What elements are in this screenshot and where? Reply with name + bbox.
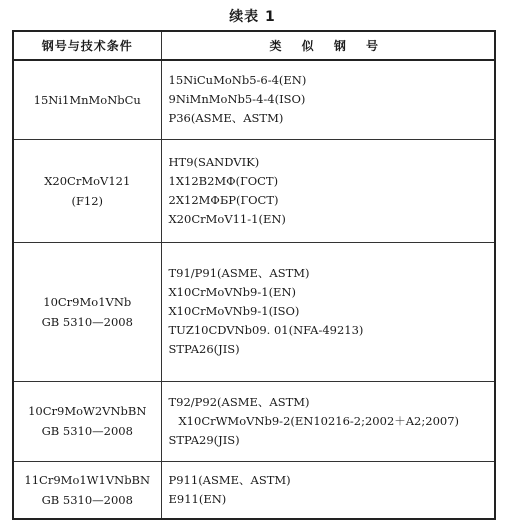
steel-grade-table	[12, 30, 496, 520]
similar-grade: 9NiMnMoNb5-4-4(ISO)	[168, 92, 306, 107]
table-row	[13, 461, 495, 519]
similar-grade: T91/P91(ASME、ASTM)	[168, 266, 310, 280]
table-row	[13, 60, 495, 139]
similar-grade: X20CrMoV11-1(EN)	[168, 211, 286, 226]
grade-standard: (F12)	[71, 193, 104, 208]
similar-grade: HT9(SANDVIK)	[168, 154, 260, 169]
grade-standard: GB 5310—2008	[41, 314, 133, 329]
grade-cell	[13, 461, 161, 519]
similar-grade: 15NiCuMoNb5-6-4(EN)	[168, 73, 307, 88]
similar-grade: 2X12MΦБP(ГОСТ)	[168, 192, 279, 207]
similar-grade: STPA26(JIS)	[168, 342, 240, 356]
table-caption: 续表 1	[229, 9, 276, 25]
table-header-row	[13, 31, 495, 60]
similar-grade: T92/P92(ASME、ASTM)	[168, 394, 310, 409]
similar-grade: P36(ASME、ASTM)	[168, 111, 284, 126]
grade-name: 10Cr9Mo1VNb	[43, 294, 132, 309]
table-row	[13, 381, 495, 461]
similar-grade: X10CrWMoVNb9-2(EN10216-2;2002＋A2;2007)	[178, 413, 460, 428]
similar-grade: E911(EN)	[168, 491, 227, 506]
table-row	[13, 139, 495, 242]
similar-grade: P911(ASME、ASTM)	[168, 472, 291, 487]
grade-cell	[13, 242, 161, 381]
table-row	[13, 242, 495, 381]
similar-grade: STPA29(JIS)	[168, 432, 240, 447]
similar-grades-cell	[161, 381, 495, 461]
similar-grade: 1X12B2MΦ(ГОСТ)	[168, 173, 279, 188]
grade-cell	[13, 139, 161, 242]
header-grade-and-spec: 钢号与技术条件	[13, 31, 161, 60]
similar-grade: TUZ10CDVNb09. 01(NFA-49213)	[168, 323, 364, 337]
similar-grades-cell	[161, 242, 495, 381]
grade-name: 10Cr9MoW2VNbBN	[28, 404, 147, 418]
grade-cell	[13, 381, 161, 461]
similar-grades-cell	[161, 60, 495, 139]
similar-grades-cell	[161, 461, 495, 519]
grade-name: X20CrMoV121	[44, 173, 131, 188]
grade-name: 11Cr9Mo1W1VNbBN	[24, 472, 151, 487]
header-similar-grades: 类 似 钢 号	[161, 31, 495, 60]
grade-cell	[13, 60, 161, 139]
grade-name: 15Ni1MnMoNbCu	[33, 92, 141, 107]
similar-grade: X10CrMoVNb9-1(ISO)	[168, 304, 300, 318]
similar-grade: X10CrMoVNb9-1(EN)	[168, 285, 296, 299]
grade-standard: GB 5310—2008	[41, 424, 133, 438]
similar-grades-cell	[161, 139, 495, 242]
grade-standard: GB 5310—2008	[41, 492, 133, 507]
